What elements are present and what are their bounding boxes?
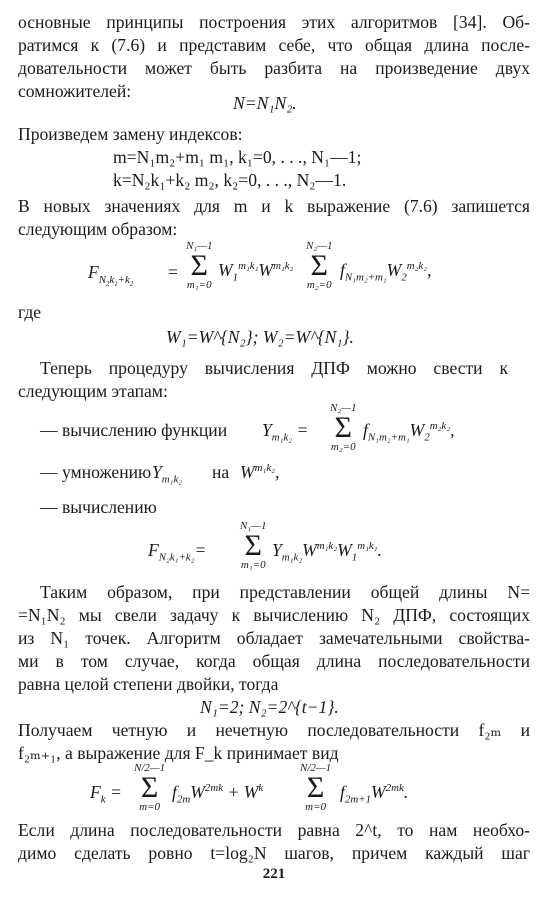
- text-line: Получаем четную и нечетную последовательности f₂ₘ и: [18, 720, 530, 740]
- step-label: — умножению: [40, 462, 152, 482]
- text-line: равна целой степени двойки, тогда: [18, 674, 279, 694]
- text-line: довательности может быть разбита на произведение двух: [18, 58, 530, 78]
- text-line: Теперь процедуру вычисления ДПФ можно свести к: [40, 358, 508, 378]
- text-line: f₂ₘ₊₁, а выражение для F_k принимает вид: [18, 743, 339, 763]
- text-line: сомножителей:: [18, 81, 132, 101]
- formula-step-y: — вычислению функции $Y_{m_1k_2}$ = N₂—1 Σ m₂=0 $f_{N_1m_2+m_1}W_2^{m_2k_2}$,: [40, 402, 455, 453]
- text-line: ми в том случае, когда общая длина последовательности: [18, 651, 530, 671]
- text-line: Произведем замену индексов:: [18, 124, 243, 144]
- formula-n-product: N=N₁N₂.: [233, 93, 297, 113]
- formula-step-f: $F_{N_2k_1+k_2}=$ N₁—1 Σ m₁=0 $Y_{m_1k_2}W^{m_1k_2}W_1^{m_1k_1}$.: [148, 520, 382, 571]
- page-number: 221: [262, 866, 286, 882]
- text-line: =N₁N₂ мы свели задачу к вычислению N₂ ДПФ, состоящих: [18, 605, 530, 625]
- text-line: из N₁ точек. Алгоритм обладает замечательными свойства-: [18, 628, 530, 648]
- formula-index-k: k=N₂k₁+k₂ m₂, k₂=0, . . ., N₂—1.: [113, 170, 347, 190]
- text-line: ратимся к (7.6) и представим себе, что общая длина после-: [18, 35, 530, 55]
- formula-index-m: m=N₁m₂+m₁ m₁, k₁=0, . . ., N₁—1;: [113, 147, 362, 167]
- step-label: — вычислению: [40, 497, 157, 517]
- formula-w-definitions: W₁=W^{N₂}; W₂=W^{N₁}.: [166, 327, 354, 347]
- formula-f-double-sum: $F_{N_2k_1+k_2}$ = N₁—1 Σ m₁=0 $W_1^{m_1k_1}W^{m_1k_2}$ N₂—1 Σ m₂=0 $f_{N_1m_2+m_1}W_2^{m_2k_2}$,: [88, 240, 432, 291]
- formula-powers: N₁=2; N₂=2^{t−1}.: [200, 697, 339, 717]
- text-line: где: [18, 302, 42, 322]
- step-label: — вычислению функции: [40, 420, 228, 440]
- text-line: основные принципы построения этих алгоритмов [34]. Об-: [18, 12, 530, 32]
- book-page: [18, 0, 530, 900]
- text-line: В новых значениях для m и k выражение (7.6) запишется: [18, 196, 530, 216]
- text-line: Если длина последовательности равна 2^t, то нам необхо-: [18, 820, 530, 840]
- text-line: Таким образом, при представлении общей длины N=: [40, 582, 530, 602]
- formula-fk-split: $F_k$ = N/2—1 Σ m=0 $f_{2m}W^{2mk} + W^k$ N/2—1 Σ m=0 $f_{2m+1}W^{2mk}$.: [90, 762, 409, 813]
- text-line: димо сделать ровно t=log₂N шагов, причем каждый шаг: [18, 843, 530, 863]
- formula-step-multiply: — умножению $Y_{m_1k_2}$ на $W^{m_1k_2}$,: [40, 462, 280, 486]
- text-line: следующим образом:: [18, 219, 178, 239]
- text-line: следующим этапам:: [18, 381, 168, 401]
